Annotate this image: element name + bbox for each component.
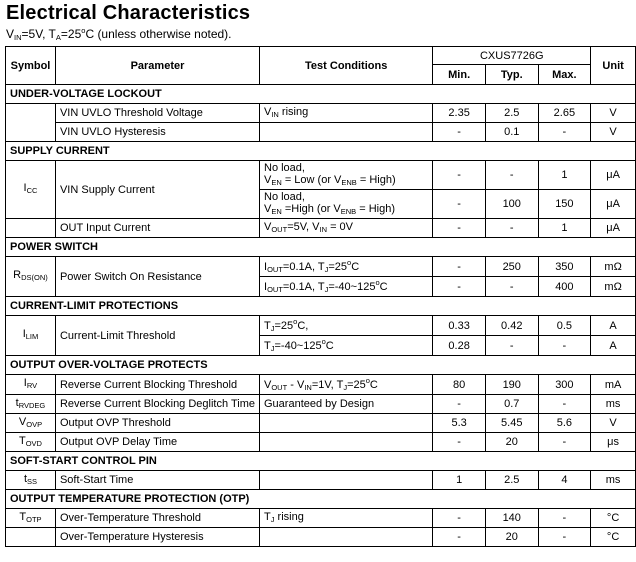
section-uvlo: UNDER-VOLTAGE LOCKOUT [6,85,636,104]
unit-cell: μs [591,433,636,452]
section-otp: OUTPUT TEMPERATURE PROTECTION (OTP) [6,490,636,509]
page-title: Electrical Characteristics [6,2,251,24]
max-cell: 1 [538,161,591,190]
test-cell: $V_{OUT}=5V$, $V_{IN} = 0V$ [260,219,433,238]
test-cell: No load, $V_{EN}$ = Low (or $V_{ENB}$ = High) [260,161,433,190]
max-cell: - [538,395,591,414]
parameter-cell: Reverse Current Blocking Threshold [55,375,259,395]
col-max: Max. [538,65,591,85]
max-cell: 2.65 [538,104,591,123]
test-cell: $T_J=-40\sim 125^oC$ [260,336,433,356]
symbol-cell: $T_{OTP}$ [6,509,56,528]
table-row [6,433,636,452]
typ-cell: - [485,277,538,297]
typ-cell: 20 [485,528,538,547]
col-unit: Unit [591,47,636,85]
min-cell: 5.3 [433,414,486,433]
table-row [6,528,636,547]
test-cell: $V_{IN}$ rising [260,104,433,123]
table-row [6,316,636,336]
test-cell [260,433,433,452]
unit-cell: A [591,336,636,356]
table-row [6,509,636,528]
symbol-cell: $R_{DS(ON)}$ [6,257,56,297]
parameter-cell: Output OVP Delay Time [55,433,259,452]
test-cell [260,414,433,433]
test-cell [260,123,433,142]
typ-cell: 5.45 [485,414,538,433]
parameter-cell: Soft-Start Time [55,471,259,490]
symbol-cell [6,104,56,142]
header-row [6,47,636,65]
symbol-cell: $T_{OVD}$ [6,433,56,452]
parameter-cell: Power Switch On Resistance [55,257,259,297]
parameter-cell: VIN Supply Current [55,161,259,219]
typ-cell: 20 [485,433,538,452]
symbol-cell: $I_{LIM}$ [6,316,56,356]
table-row [6,375,636,395]
parameter-cell: Current-Limit Threshold [55,316,259,356]
table-row [6,257,636,277]
max-cell: 5.6 [538,414,591,433]
min-cell: 2.35 [433,104,486,123]
typ-cell: - [485,219,538,238]
test-cell: $V_{OUT} - V_{IN}=1V$, $T_J=25^oC$ [260,375,433,395]
min-cell: 0.28 [433,336,486,356]
symbol-cell: $V_{OVP}$ [6,414,56,433]
section-power-switch: POWER SWITCH [6,238,636,257]
characteristics-table [5,46,636,547]
max-cell: - [538,123,591,142]
max-cell: - [538,336,591,356]
min-cell: - [433,257,486,277]
min-cell: - [433,190,486,219]
min-cell: - [433,161,486,190]
unit-cell: μA [591,161,636,190]
symbol-cell [6,528,56,547]
col-min: Min. [433,65,486,85]
table-row [6,219,636,238]
test-cell: $T_J$ rising [260,509,433,528]
parameter-cell: Output OVP Threshold [55,414,259,433]
min-cell: - [433,123,486,142]
test-conditions-note: $V_{IN}=5V$, $T_A=25^oC$ (unless otherwise noted). [6,26,232,42]
min-cell: - [433,509,486,528]
parameter-cell: VIN UVLO Threshold Voltage [55,104,259,123]
col-typ: Typ. [485,65,538,85]
max-cell: 150 [538,190,591,219]
max-cell: - [538,509,591,528]
symbol-cell [6,219,56,238]
unit-cell: ms [591,395,636,414]
table-row [6,414,636,433]
typ-cell: 2.5 [485,471,538,490]
min-cell: - [433,277,486,297]
table-row [6,104,636,123]
max-cell: 300 [538,375,591,395]
parameter-cell: OUT Input Current [55,219,259,238]
test-cell: $I_{OUT}=0.1A$, $T_J=25^oC$ [260,257,433,277]
typ-cell: - [485,336,538,356]
typ-cell: 2.5 [485,104,538,123]
parameter-cell: VIN UVLO Hysteresis [55,123,259,142]
max-cell: 400 [538,277,591,297]
symbol-cell: $t_{RVDEG}$ [6,395,56,414]
typ-cell: 0.1 [485,123,538,142]
table-row [6,161,636,190]
symbol-cell: $t_{SS}$ [6,471,56,490]
test-cell: $T_J=25^oC$, [260,316,433,336]
min-cell: - [433,433,486,452]
min-cell: - [433,219,486,238]
typ-cell: 0.7 [485,395,538,414]
parameter-cell: Over-Temperature Threshold [55,509,259,528]
table-row [6,471,636,490]
test-cell: No load, $V_{EN}$ =High (or $V_{ENB}$ = High) [260,190,433,219]
typ-cell: - [485,161,538,190]
typ-cell: 250 [485,257,538,277]
section-soft-start: SOFT-START CONTROL PIN [6,452,636,471]
min-cell: 1 [433,471,486,490]
typ-cell: 0.42 [485,316,538,336]
unit-cell: mΩ [591,257,636,277]
table-row [6,123,636,142]
unit-cell: μA [591,190,636,219]
symbol-cell: $I_{CC}$ [6,161,56,219]
unit-cell: V [591,123,636,142]
col-parameter: Parameter [55,47,259,85]
typ-cell: 190 [485,375,538,395]
part-number: CXUS7726G [433,47,591,65]
test-cell: $I_{OUT}=0.1A$, $T_J=-40\sim 125^oC$ [260,277,433,297]
max-cell: - [538,528,591,547]
typ-cell: 140 [485,509,538,528]
test-cell: Guaranteed by Design [260,395,433,414]
table-row [6,395,636,414]
max-cell: 1 [538,219,591,238]
test-cell [260,528,433,547]
min-cell: - [433,395,486,414]
min-cell: 0.33 [433,316,486,336]
unit-cell: mΩ [591,277,636,297]
max-cell: 4 [538,471,591,490]
unit-cell: V [591,414,636,433]
unit-cell: μA [591,219,636,238]
unit-cell: °C [591,509,636,528]
min-cell: 80 [433,375,486,395]
test-cell [260,471,433,490]
section-supply: SUPPLY CURRENT [6,142,636,161]
max-cell: - [538,433,591,452]
unit-cell: mA [591,375,636,395]
unit-cell: ms [591,471,636,490]
col-test-conditions: Test Conditions [260,47,433,85]
col-symbol: Symbol [6,47,56,85]
section-ovp: OUTPUT OVER-VOLTAGE PROTECTS [6,356,636,375]
section-current-limit: CURRENT-LIMIT PROTECTIONS [6,297,636,316]
parameter-cell: Reverse Current Blocking Deglitch Time [55,395,259,414]
max-cell: 350 [538,257,591,277]
typ-cell: 100 [485,190,538,219]
max-cell: 0.5 [538,316,591,336]
symbol-cell: $I_{RV}$ [6,375,56,395]
min-cell: - [433,528,486,547]
unit-cell: A [591,316,636,336]
unit-cell: V [591,104,636,123]
parameter-cell: Over-Temperature Hysteresis [55,528,259,547]
unit-cell: °C [591,528,636,547]
